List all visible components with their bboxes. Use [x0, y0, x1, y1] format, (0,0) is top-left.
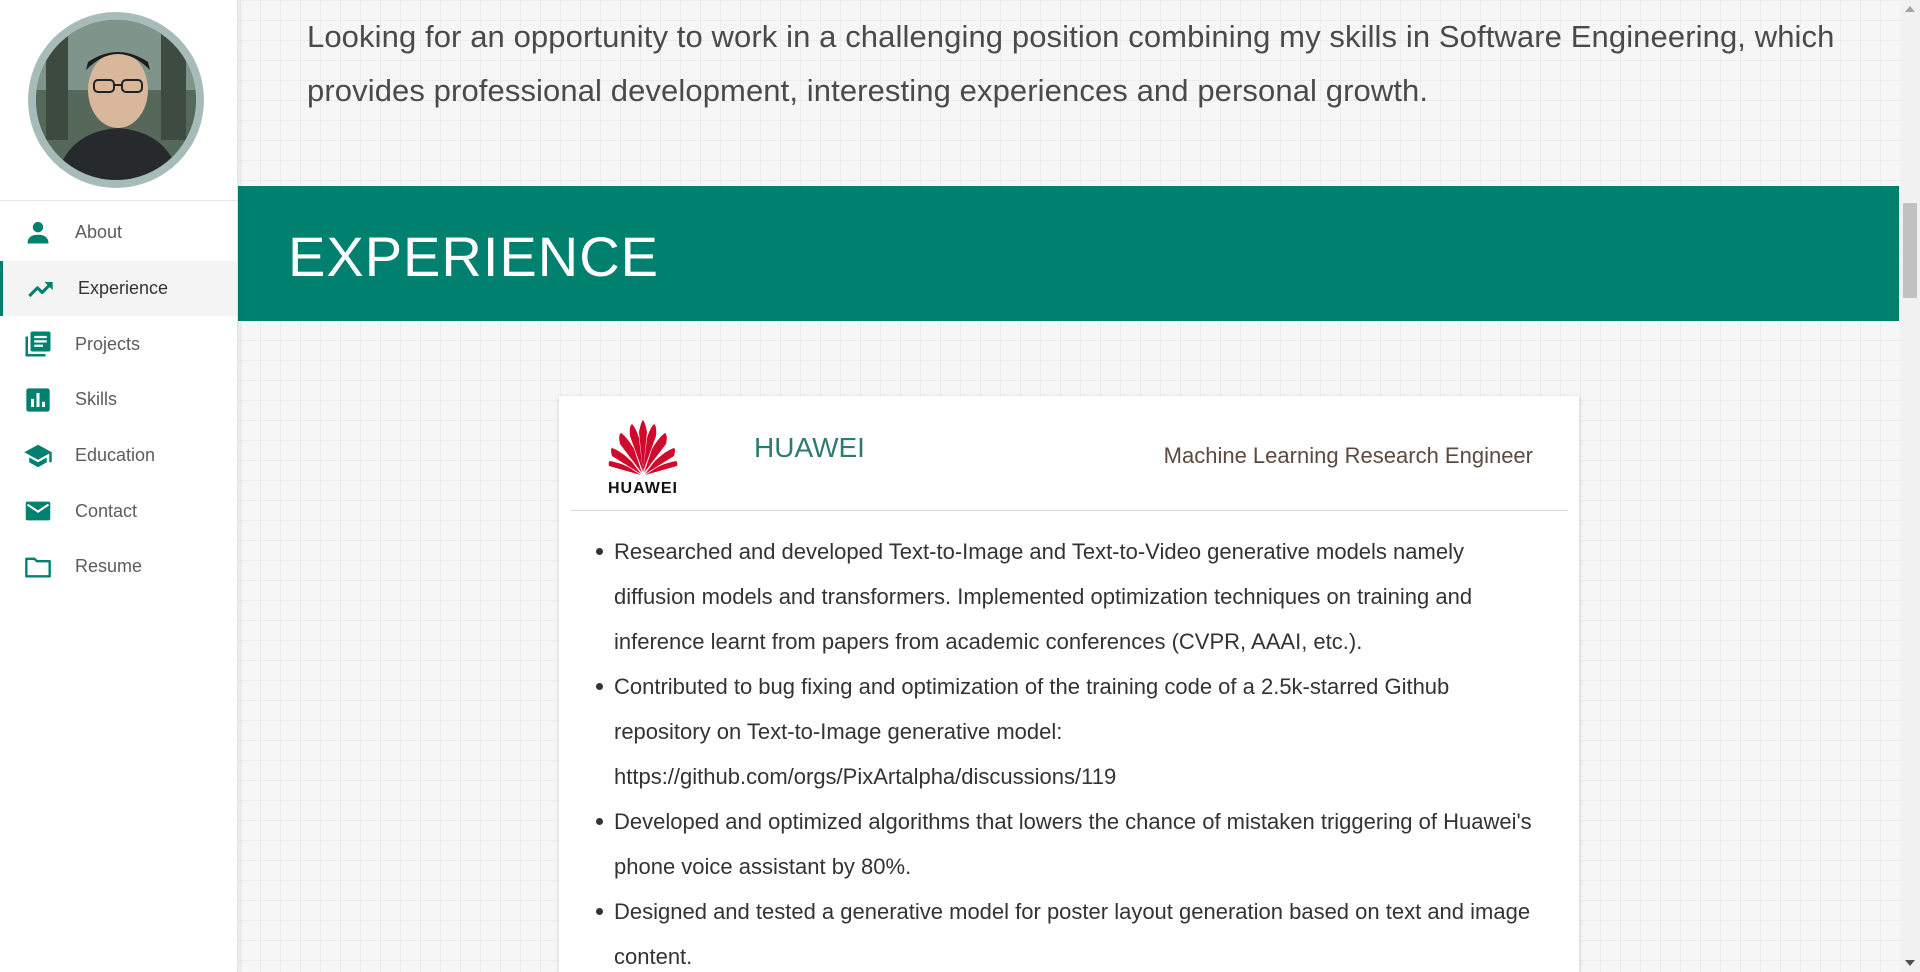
- experience-card-header: [570, 396, 1568, 511]
- huawei-logo: [603, 418, 683, 500]
- list-item: Contributed to bug fixing and optimization of the training code of a 2.5k-starred Github repository on Text-to-Image generative model: https://github.com/orgs/PixArtalpha/discussions/119: [614, 664, 1551, 799]
- sidebar-item-label: Education: [75, 445, 156, 466]
- sidebar-item-contact[interactable]: [0, 483, 237, 539]
- sidebar-item-education[interactable]: [0, 428, 237, 484]
- sidebar-item-resume[interactable]: [0, 539, 237, 595]
- sidebar-item-skills[interactable]: [0, 372, 237, 428]
- sidebar-item-experience[interactable]: [0, 261, 237, 317]
- avatar: [36, 20, 196, 180]
- scroll-down-arrow-icon[interactable]: [1905, 960, 1915, 966]
- job-title: Machine Learning Research Engineer: [1163, 443, 1533, 468]
- person-icon: [21, 216, 55, 250]
- sidebar-item-projects[interactable]: [0, 316, 237, 372]
- section-title: EXPERIENCE: [288, 225, 659, 288]
- sidebar-nav: [0, 205, 237, 595]
- sidebar: [0, 0, 238, 972]
- scroll-up-arrow-icon[interactable]: [1905, 6, 1915, 12]
- sidebar-item-label: Skills: [75, 389, 118, 410]
- avatar-frame: [28, 12, 204, 188]
- list-item: Developed and optimized algorithms that lowers the chance of mistaken triggering of Huawei's phone voice assistant by 80%.: [614, 799, 1551, 889]
- logo-wordmark: HUAWEI: [608, 480, 678, 497]
- mail-icon: [21, 494, 55, 528]
- objective-text: Looking for an opportunity to work in a challenging position combining my skills in Software Engineering, which provides professional development, interesting experiences and personal growth.: [307, 19, 1835, 108]
- sidebar-item-label: Contact: [75, 500, 138, 521]
- sidebar-item-label: Projects: [75, 333, 141, 354]
- bar-chart-icon: [21, 383, 55, 417]
- list-item: Researched and developed Text-to-Image and Text-to-Video generative models namely diffusion models and transformers. Implemented optimization techniques on training and inference learnt from papers from academic conferences (CVPR, AAAI, etc.).: [614, 529, 1551, 664]
- scrollbar-thumb[interactable]: [1903, 203, 1917, 298]
- graduation-cap-icon: [21, 439, 55, 473]
- trending-up-icon: [24, 272, 58, 306]
- sidebar-divider: [0, 200, 237, 201]
- section-banner: [238, 186, 1899, 321]
- sidebar-item-about[interactable]: [0, 205, 237, 261]
- experience-card: [559, 396, 1579, 972]
- company-name: HUAWEI: [754, 432, 865, 463]
- folder-icon: [21, 550, 55, 584]
- sidebar-item-label: Resume: [75, 556, 143, 577]
- list-item: Designed and tested a generative model for poster layout generation based on text and image content.: [614, 889, 1551, 972]
- experience-bullets: [559, 529, 1579, 972]
- page-scrollbar[interactable]: [1900, 0, 1920, 972]
- sidebar-item-label: About: [75, 222, 123, 243]
- sidebar-item-label: Experience: [78, 278, 169, 299]
- library-books-icon: [21, 327, 55, 361]
